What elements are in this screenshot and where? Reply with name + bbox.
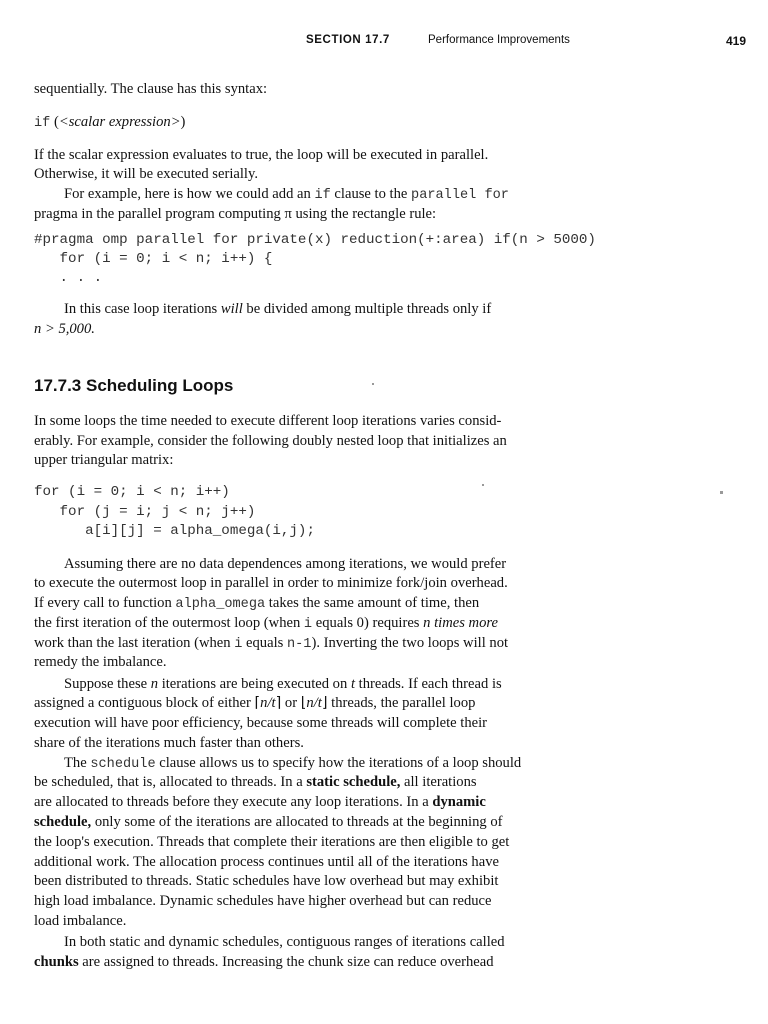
text-line: erably. For example, consider the following doubly nested loop that initializes an: [34, 433, 507, 449]
text-line: In some loops the time needed to execute different loop iterations varies consid-: [34, 413, 502, 429]
text-line: additional work. The allocation process continues until all of the iterations have: [34, 854, 499, 870]
text-line: If every call to function alpha_omega takes the same amount of time, then: [34, 595, 480, 612]
text-line: be scheduled, that is, allocated to threads. In a static schedule, all iterations: [34, 774, 477, 790]
text-line: assigned a contiguous block of either ⌈n/t⌉ or ⌊n/t⌋ threads, the parallel loop: [34, 695, 476, 711]
text-line: share of the iterations much faster than others.: [34, 735, 304, 751]
scan-speck: [482, 484, 484, 486]
text-line: chunks are assigned to threads. Increasing the chunk size can reduce overhead: [34, 954, 494, 970]
text-line: load imbalance.: [34, 913, 127, 929]
text-line: In this case loop iterations will be divided among multiple threads only if: [64, 301, 492, 317]
text-line: schedule, only some of the iterations are allocated to threads at the beginning of: [34, 814, 503, 830]
text-line: the first iteration of the outermost loop (when i equals 0) requires n times more: [34, 615, 498, 632]
code-line: . . .: [34, 270, 103, 286]
code-line: a[i][j] = alpha_omega(i,j);: [34, 523, 315, 539]
text-line: been distributed to threads. Static schedules have low overhead but may exhibit: [34, 873, 499, 889]
syntax-line: if (<scalar expression>): [34, 114, 186, 131]
code-line: #pragma omp parallel for private(x) reduction(+:area) if(n > 5000): [34, 232, 596, 248]
running-header: [0, 34, 768, 52]
text-line: Suppose these n iterations are being executed on t threads. If each thread is: [64, 676, 502, 692]
text-line: n > 5,000.: [34, 321, 95, 337]
code-line: for (i = 0; i < n; i++): [34, 484, 230, 500]
page-number: 419: [726, 34, 747, 48]
text-line: upper triangular matrix:: [34, 452, 174, 468]
code-line: for (j = i; j < n; j++): [34, 504, 256, 520]
code-keyword: if: [34, 116, 51, 131]
text-line: are allocated to threads before they execute any loop iterations. In a dynamic: [34, 794, 486, 810]
section-label: SECTION 17.7: [306, 34, 390, 46]
text-line: execution will have poor efficiency, because some threads will complete their: [34, 715, 488, 731]
text-line: remedy the imbalance.: [34, 654, 167, 670]
text-line: pragma in the parallel program computing π using the rectangle rule:: [34, 206, 437, 222]
text-line: For example, here is how we could add an if clause to the parallel for: [64, 186, 509, 203]
text-line: work than the last iteration (when i equals n-1). Inverting the two loops will not: [34, 635, 509, 652]
text-line: Assuming there are no data dependences among iterations, we would prefer: [64, 556, 507, 572]
text-line: high load imbalance. Dynamic schedules have higher overhead but can reduce: [34, 893, 492, 909]
text-line: The schedule clause allows us to specify how the iterations of a loop should: [64, 755, 522, 772]
scalar-expression: <scalar expression>: [58, 114, 181, 130]
running-title: Performance Improvements: [428, 34, 570, 46]
text-line: In both static and dynamic schedules, contiguous ranges of iterations called: [64, 934, 505, 950]
text-line: If the scalar expression evaluates to true, the loop will be executed in parallel.: [34, 147, 489, 163]
text-line: the loop's execution. Threads that complete their iterations are then eligible to get: [34, 834, 510, 850]
text-line: to execute the outermost loop in parallel in order to minimize fork/join overhead.: [34, 575, 508, 591]
scan-speck: [372, 383, 374, 385]
code-line: for (i = 0; i < n; i++) {: [34, 251, 273, 267]
text-line: sequentially. The clause has this syntax:: [34, 81, 268, 97]
text-line: Otherwise, it will be executed serially.: [34, 166, 258, 182]
scan-speck: [720, 491, 723, 494]
section-heading: 17.7.3 Scheduling Loops: [34, 376, 234, 395]
